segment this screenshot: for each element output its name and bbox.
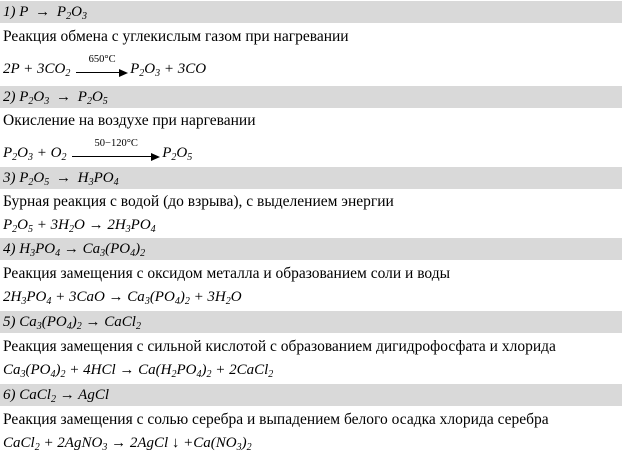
condition-arrow: 650°C — [76, 54, 128, 80]
step-6-equation: CaCl$_2$ + 2AgNO$_3$ → 2AgCl ↓ $+Ca(NO_3)_2$ — [3, 435, 252, 453]
step-4-description: Реакция замещения с оксидом металла и образованием соли и воды — [3, 265, 451, 282]
step-6-description: Реакция замещения с солью серебра и выпадением белого осадка хлорида серебра — [3, 411, 549, 428]
step-2-description: Окисление на воздухе при наргевании — [3, 112, 256, 129]
step-2-equation: $P_2O_3 + O_2$ 50−120°C $P_2O_5$ — [3, 138, 193, 163]
step-2-header: 2) $P_2O_3 \to P_2O_5$ — [0, 86, 622, 108]
step-6-header: 6) CaCl$_2$ → AgCl — [0, 384, 622, 406]
step-4-equation: $2H_3PO_4 + 3CaO \to Ca_3(PO_4)_2 + 3H_2O$ — [3, 289, 242, 307]
step-4-header: 4) $H_3PO_4 \to Ca_3(PO_4)_2$ — [0, 238, 622, 260]
step-1-header: 1) $P \to P_2O_3$ — [0, 1, 622, 23]
step-3-header: 3) $P_2O_5 \to H_3PO_4$ — [0, 167, 622, 189]
condition-arrow: 50−120°C — [72, 138, 160, 164]
step-5-description: Реакция замещения с сильной кислотой с образованием дигидрофосфата и хлорида — [3, 338, 556, 355]
step-5-header: 5) $Ca_3(PO_4)_2$ → CaCl$_2$ — [0, 311, 622, 333]
step-1-equation: $2P + 3CO_2$ 650°C $P_2O_3 + 3CO$ — [3, 54, 207, 79]
step-3-equation: $P_2O_5 + 3H_2O \to 2H_3PO_4$ — [3, 217, 156, 235]
step-3-description: Бурная реакция с водой (до взрыва), с выделением энергии — [3, 193, 394, 210]
step-1-description: Реакция обмена с углекислым газом при нагревании — [3, 28, 349, 45]
step-5-equation: $Ca_3(PO_4)_2 + 4HCl \to Ca(H_2PO_4)_2$ + 2CaCl$_2$ — [3, 362, 274, 380]
